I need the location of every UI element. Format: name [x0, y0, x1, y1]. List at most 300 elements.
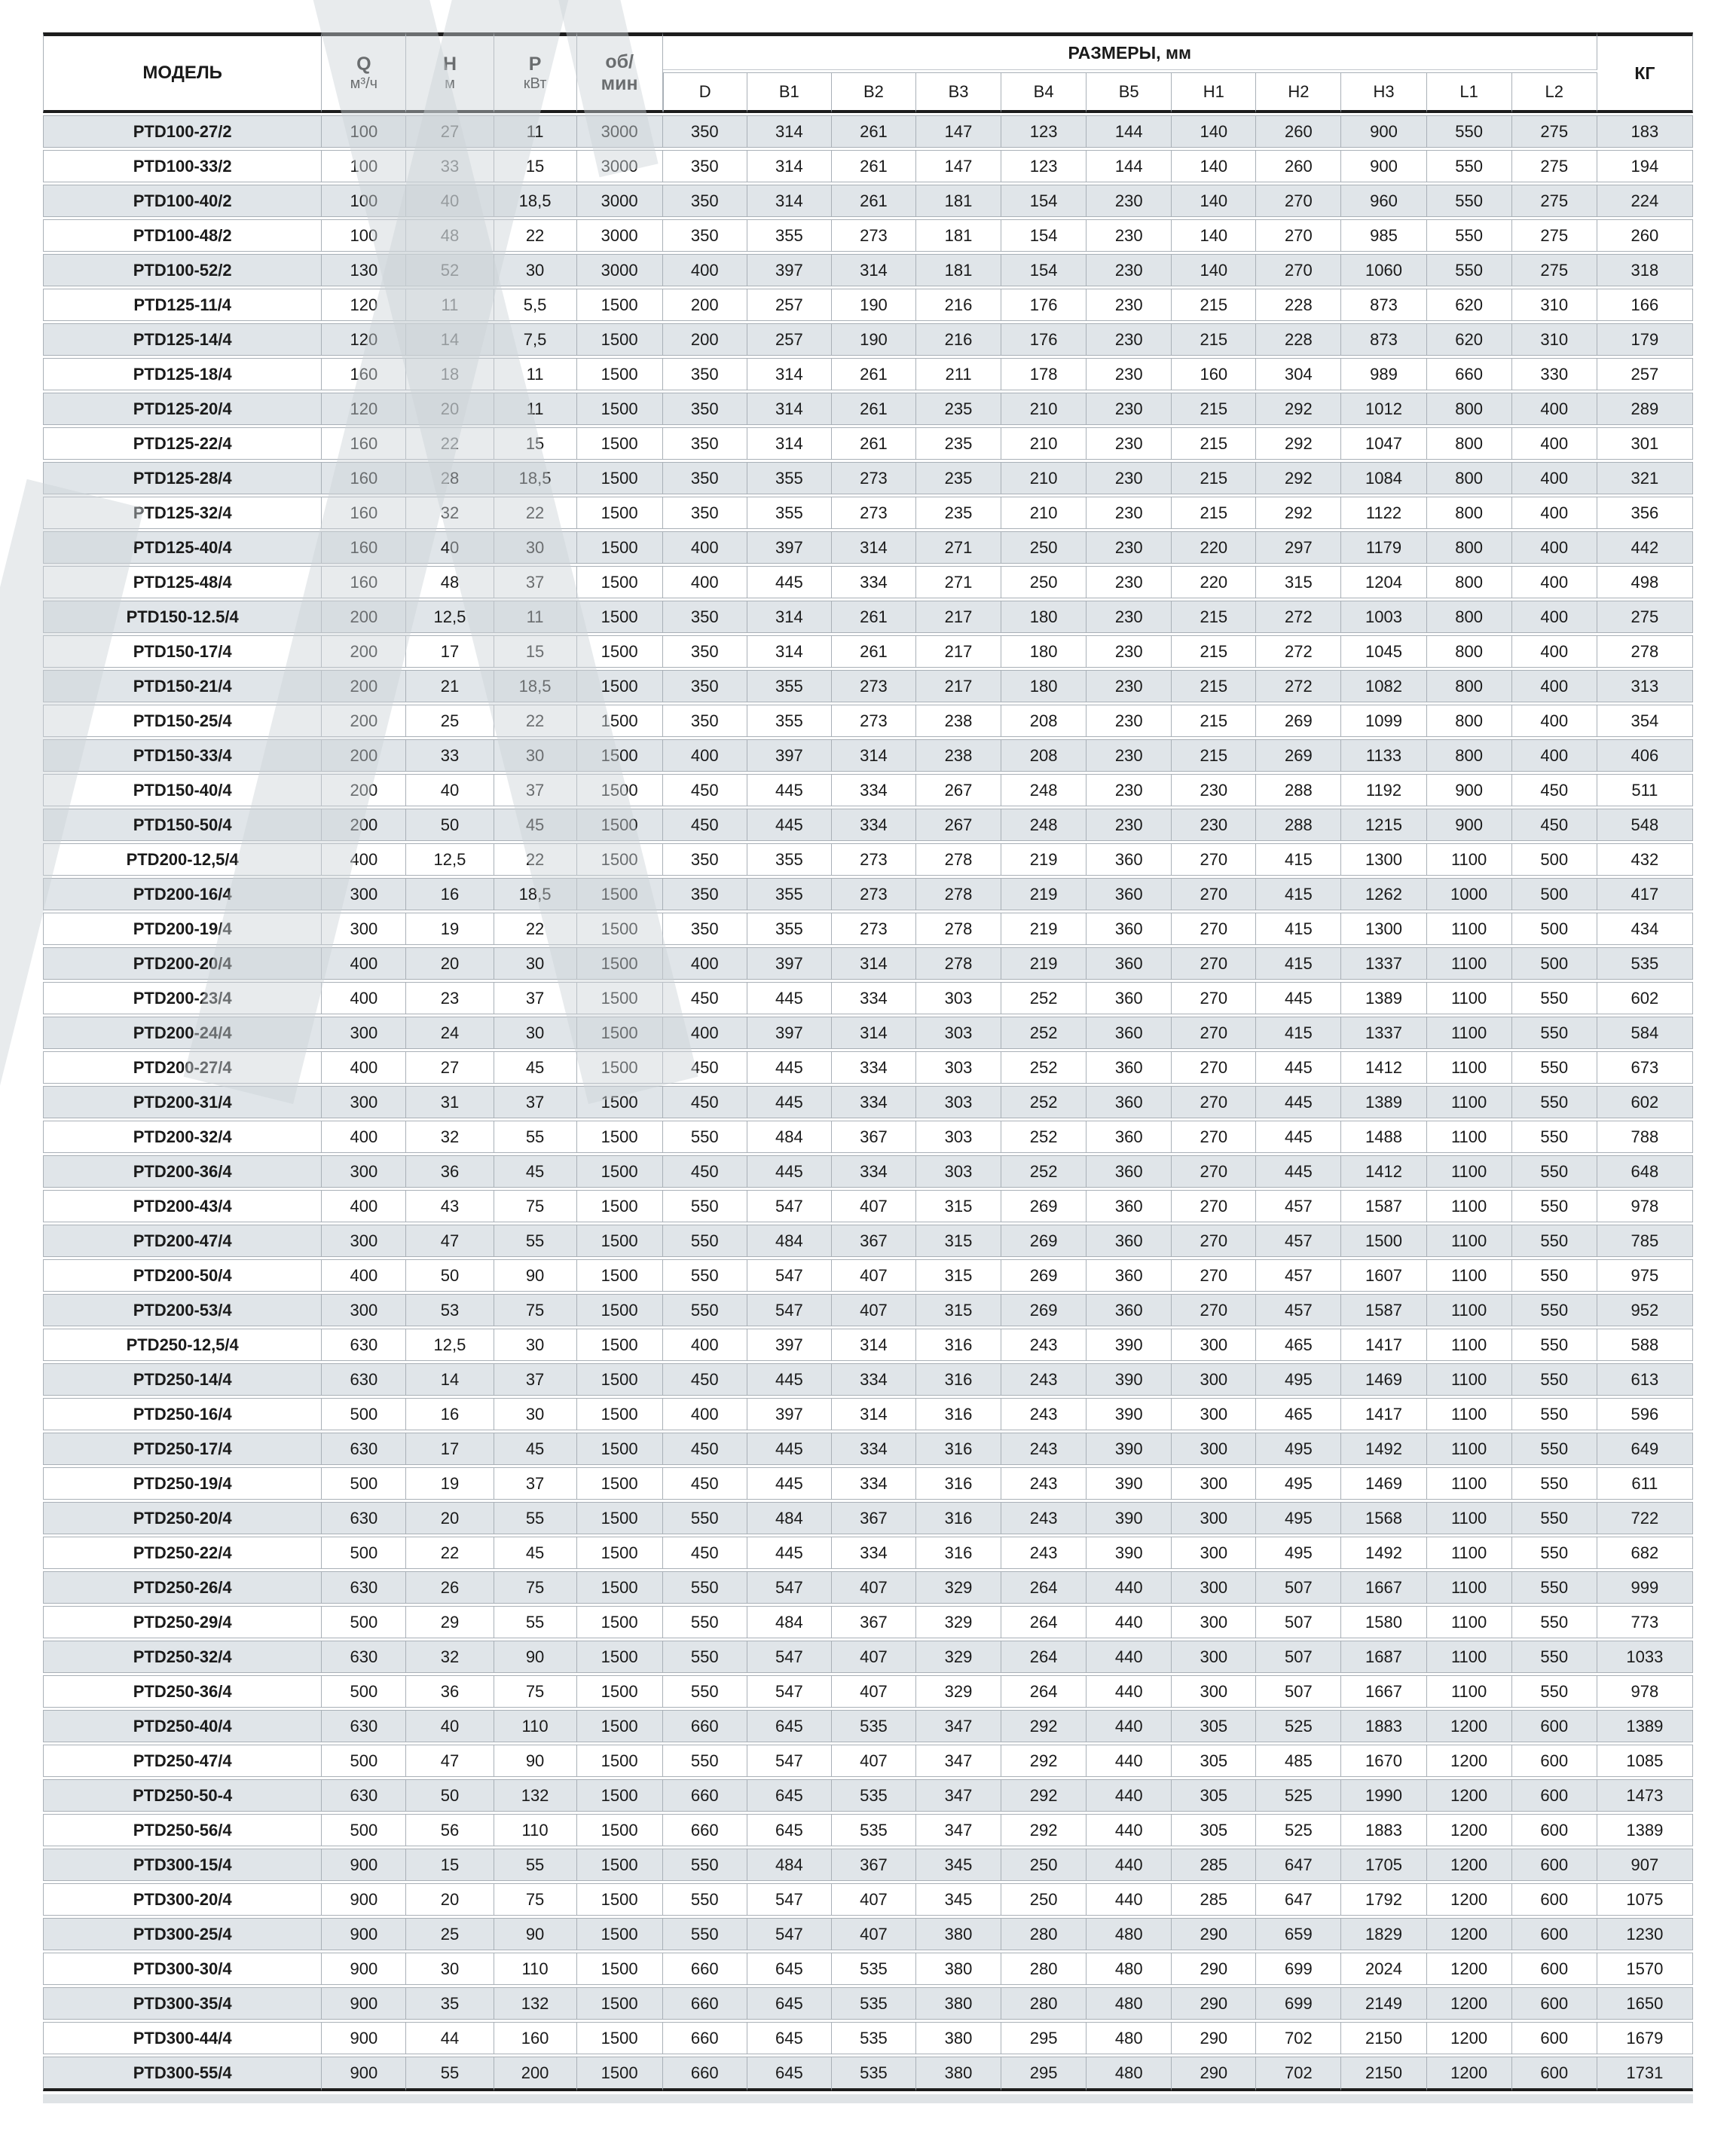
value-cell: 347 — [916, 1745, 1001, 1777]
value-cell: 457 — [1256, 1259, 1341, 1292]
value-cell: 1469 — [1341, 1467, 1426, 1500]
value-cell: 243 — [1001, 1502, 1087, 1534]
value-cell: 699 — [1256, 1987, 1341, 2020]
value-cell: 5,5 — [494, 289, 577, 321]
value-cell: 1500 — [577, 2057, 663, 2091]
value-cell: 500 — [1512, 913, 1597, 945]
value-cell: 288 — [1256, 774, 1341, 806]
value-cell: 397 — [747, 1329, 832, 1361]
value-cell: 243 — [1001, 1537, 1087, 1569]
value-cell: 602 — [1597, 982, 1693, 1014]
value-cell: 1200 — [1427, 1849, 1512, 1881]
table-row — [43, 1953, 1693, 1985]
value-cell: 314 — [832, 531, 916, 564]
value-cell: 800 — [1427, 531, 1512, 564]
value-cell: 1500 — [577, 601, 663, 633]
value-cell: 1100 — [1427, 1329, 1512, 1361]
value-cell: 270 — [1172, 947, 1256, 980]
value-cell: 1500 — [577, 1987, 663, 2020]
value-cell: 2150 — [1341, 2022, 1426, 2054]
value-cell: 434 — [1597, 913, 1693, 945]
value-cell: 550 — [1512, 1537, 1597, 1569]
value-cell: 200 — [322, 601, 406, 633]
value-cell: 45 — [494, 1051, 577, 1084]
value-cell: 450 — [663, 982, 747, 1014]
value-cell: 1500 — [577, 1190, 663, 1222]
value-cell: 334 — [832, 1086, 916, 1118]
value-cell: 1100 — [1427, 947, 1512, 980]
value-cell: 12,5 — [406, 1329, 494, 1361]
value-cell: 380 — [916, 1953, 1001, 1985]
value-cell: 230 — [1087, 427, 1172, 460]
value-cell: 1500 — [577, 427, 663, 460]
value-cell: 495 — [1256, 1363, 1341, 1396]
value-cell: 334 — [832, 566, 916, 598]
value-cell: 1100 — [1427, 1051, 1512, 1084]
value-cell: 314 — [747, 358, 832, 390]
value-cell: 445 — [747, 1086, 832, 1118]
model-cell: PTD200-36/4 — [43, 1155, 322, 1188]
value-cell: 1500 — [577, 566, 663, 598]
value-cell: 329 — [916, 1675, 1001, 1708]
value-cell: 290 — [1172, 2057, 1256, 2091]
value-cell: 1500 — [577, 878, 663, 910]
value-cell: 200 — [322, 774, 406, 806]
table-row — [43, 843, 1693, 876]
value-cell: 285 — [1172, 1883, 1256, 1916]
value-cell: 45 — [494, 1537, 577, 1569]
value-cell: 270 — [1172, 1225, 1256, 1257]
model-cell: PTD200-47/4 — [43, 1225, 322, 1257]
value-cell: 1705 — [1341, 1849, 1426, 1881]
value-cell: 484 — [747, 1606, 832, 1638]
q-unit: м³/ч — [350, 75, 378, 92]
value-cell: 432 — [1597, 843, 1693, 876]
value-cell: 305 — [1172, 1779, 1256, 1812]
value-cell: 270 — [1172, 982, 1256, 1014]
value-cell: 243 — [1001, 1467, 1087, 1500]
value-cell: 17 — [406, 1433, 494, 1465]
value-cell: 702 — [1256, 2022, 1341, 2054]
value-cell: 1085 — [1597, 1745, 1693, 1777]
value-cell: 25 — [406, 705, 494, 737]
model-cell: PTD250-17/4 — [43, 1433, 322, 1465]
table-row — [43, 1606, 1693, 1638]
value-cell: 1500 — [577, 1606, 663, 1638]
value-cell: 18,5 — [494, 185, 577, 217]
table-row — [43, 1918, 1693, 1950]
value-cell: 314 — [832, 1398, 916, 1430]
model-cell: PTD300-30/4 — [43, 1953, 322, 1985]
table-row — [43, 1086, 1693, 1118]
value-cell: 35 — [406, 1987, 494, 2020]
value-cell: 507 — [1256, 1606, 1341, 1638]
value-cell: 1100 — [1427, 1606, 1512, 1638]
table-row — [43, 809, 1693, 841]
value-cell: 32 — [406, 1641, 494, 1673]
table-row — [43, 531, 1693, 564]
value-cell: 500 — [322, 1745, 406, 1777]
value-cell: 1417 — [1341, 1398, 1426, 1430]
value-cell: 43 — [406, 1190, 494, 1222]
value-cell: 47 — [406, 1745, 494, 1777]
value-cell: 310 — [1512, 289, 1597, 321]
value-cell: 400 — [663, 947, 747, 980]
value-cell: 397 — [747, 1017, 832, 1049]
value-cell: 269 — [1001, 1190, 1087, 1222]
value-cell: 397 — [747, 531, 832, 564]
value-cell: 200 — [494, 2057, 577, 2091]
table-row — [43, 1225, 1693, 1257]
value-cell: 985 — [1341, 219, 1426, 252]
value-cell: 3000 — [577, 219, 663, 252]
value-cell: 660 — [663, 1814, 747, 1846]
value-cell: 217 — [916, 635, 1001, 668]
value-cell: 645 — [747, 1814, 832, 1846]
value-cell: 132 — [494, 1987, 577, 2020]
value-cell: 123 — [1001, 150, 1087, 182]
col-header-p — [494, 32, 577, 113]
value-cell: 407 — [832, 1571, 916, 1604]
value-cell: 270 — [1172, 843, 1256, 876]
value-cell: 360 — [1087, 1225, 1172, 1257]
value-cell: 800 — [1427, 427, 1512, 460]
value-cell: 160 — [322, 531, 406, 564]
value-cell: 261 — [832, 115, 916, 148]
value-cell: 314 — [747, 601, 832, 633]
value-cell: 194 — [1597, 150, 1693, 182]
model-cell: PTD125-40/4 — [43, 531, 322, 564]
value-cell: 547 — [747, 1294, 832, 1326]
value-cell: 400 — [663, 254, 747, 286]
value-cell: 550 — [1512, 1225, 1597, 1257]
value-cell: 1200 — [1427, 1953, 1512, 1985]
table-row — [43, 1779, 1693, 1812]
table-row — [43, 497, 1693, 529]
value-cell: 1100 — [1427, 1467, 1512, 1500]
value-cell: 1179 — [1341, 531, 1426, 564]
value-cell: 400 — [1512, 393, 1597, 425]
model-cell: PTD300-55/4 — [43, 2057, 322, 2091]
value-cell: 1100 — [1427, 982, 1512, 1014]
value-cell: 390 — [1087, 1467, 1172, 1500]
value-cell: 1500 — [577, 497, 663, 529]
model-cell: PTD150-25/4 — [43, 705, 322, 737]
value-cell: 90 — [494, 1918, 577, 1950]
value-cell: 292 — [1256, 497, 1341, 529]
value-cell: 230 — [1087, 739, 1172, 772]
value-cell: 248 — [1001, 809, 1087, 841]
value-cell: 75 — [494, 1190, 577, 1222]
value-cell: 417 — [1597, 878, 1693, 910]
value-cell: 12,5 — [406, 601, 494, 633]
value-cell: 350 — [663, 150, 747, 182]
value-cell: 1045 — [1341, 635, 1426, 668]
value-cell: 1500 — [577, 1017, 663, 1049]
value-cell: 220 — [1172, 566, 1256, 598]
value-cell: 37 — [494, 566, 577, 598]
value-cell: 230 — [1087, 531, 1172, 564]
value-cell: 147 — [916, 115, 1001, 148]
value-cell: 25 — [406, 1918, 494, 1950]
value-cell: 100 — [322, 185, 406, 217]
value-cell: 44 — [406, 2022, 494, 2054]
value-cell: 390 — [1087, 1363, 1172, 1396]
value-cell: 547 — [747, 1190, 832, 1222]
value-cell: 400 — [663, 1329, 747, 1361]
value-cell: 215 — [1172, 289, 1256, 321]
value-cell: 20 — [406, 1502, 494, 1534]
model-cell: PTD125-48/4 — [43, 566, 322, 598]
value-cell: 1003 — [1341, 601, 1426, 633]
value-cell: 1082 — [1341, 670, 1426, 702]
value-cell: 300 — [322, 1086, 406, 1118]
value-cell: 56 — [406, 1814, 494, 1846]
value-cell: 290 — [1172, 1987, 1256, 2020]
table-row — [43, 462, 1693, 494]
value-cell: 1204 — [1341, 566, 1426, 598]
value-cell: 630 — [322, 1363, 406, 1396]
value-cell: 550 — [1512, 1571, 1597, 1604]
value-cell: 450 — [663, 1086, 747, 1118]
value-cell: 11 — [494, 358, 577, 390]
value-cell: 525 — [1256, 1779, 1341, 1812]
value-cell: 450 — [663, 774, 747, 806]
value-cell: 400 — [663, 566, 747, 598]
value-cell: 400 — [1512, 601, 1597, 633]
value-cell: 140 — [1172, 254, 1256, 286]
value-cell: 243 — [1001, 1398, 1087, 1430]
value-cell: 355 — [747, 913, 832, 945]
table-row — [43, 1571, 1693, 1604]
value-cell: 215 — [1172, 427, 1256, 460]
value-cell: 18,5 — [494, 670, 577, 702]
value-cell: 613 — [1597, 1363, 1693, 1396]
value-cell: 16 — [406, 878, 494, 910]
value-cell: 200 — [322, 809, 406, 841]
value-cell: 270 — [1172, 1121, 1256, 1153]
value-cell: 1100 — [1427, 1641, 1512, 1673]
value-cell: 1500 — [577, 1259, 663, 1292]
value-cell: 316 — [916, 1537, 1001, 1569]
value-cell: 1047 — [1341, 427, 1426, 460]
value-cell: 367 — [832, 1502, 916, 1534]
value-cell: 550 — [1427, 150, 1512, 182]
value-cell: 1500 — [577, 1467, 663, 1500]
value-cell: 550 — [1512, 1294, 1597, 1326]
value-cell: 270 — [1256, 185, 1341, 217]
value-cell: 400 — [663, 1398, 747, 1430]
value-cell: 360 — [1087, 913, 1172, 945]
table-row — [43, 1987, 1693, 2020]
value-cell: 1492 — [1341, 1433, 1426, 1465]
value-cell: 1500 — [577, 1294, 663, 1326]
value-cell: 261 — [832, 601, 916, 633]
value-cell: 292 — [1001, 1710, 1087, 1742]
value-cell: 50 — [406, 1259, 494, 1292]
value-cell: 285 — [1172, 1849, 1256, 1881]
value-cell: 75 — [494, 1883, 577, 1916]
value-cell: 450 — [663, 1155, 747, 1188]
value-cell: 230 — [1087, 601, 1172, 633]
value-cell: 31 — [406, 1086, 494, 1118]
value-cell: 100 — [322, 115, 406, 148]
value-cell: 415 — [1256, 1017, 1341, 1049]
value-cell: 900 — [322, 1918, 406, 1950]
value-cell: 20 — [406, 393, 494, 425]
p-label: Р — [528, 54, 542, 75]
value-cell: 400 — [322, 1051, 406, 1084]
value-cell: 390 — [1087, 1537, 1172, 1569]
value-cell: 40 — [406, 531, 494, 564]
col-header-q — [322, 32, 406, 113]
value-cell: 450 — [663, 1537, 747, 1569]
value-cell: 345 — [916, 1849, 1001, 1881]
value-cell: 1000 — [1427, 878, 1512, 910]
value-cell: 645 — [747, 1779, 832, 1812]
value-cell: 250 — [1001, 531, 1087, 564]
value-cell: 445 — [747, 774, 832, 806]
value-cell: 1200 — [1427, 1883, 1512, 1916]
value-cell: 407 — [832, 1675, 916, 1708]
value-cell: 55 — [494, 1849, 577, 1881]
value-cell: 23 — [406, 982, 494, 1014]
value-cell: 334 — [832, 1433, 916, 1465]
value-cell: 550 — [1512, 1155, 1597, 1188]
value-cell: 252 — [1001, 1155, 1087, 1188]
value-cell: 270 — [1256, 219, 1341, 252]
value-cell: 160 — [494, 2022, 577, 2054]
value-cell: 360 — [1087, 1294, 1172, 1326]
value-cell: 334 — [832, 982, 916, 1014]
value-cell: 215 — [1172, 323, 1256, 356]
value-cell: 24 — [406, 1017, 494, 1049]
value-cell: 800 — [1427, 497, 1512, 529]
table-row — [43, 635, 1693, 668]
value-cell: 260 — [1256, 115, 1341, 148]
model-cell: PTD125-20/4 — [43, 393, 322, 425]
value-cell: 280 — [1001, 1918, 1087, 1950]
model-cell: PTD100-48/2 — [43, 219, 322, 252]
table-row — [43, 601, 1693, 633]
value-cell: 1500 — [577, 393, 663, 425]
value-cell: 314 — [747, 635, 832, 668]
value-cell: 235 — [916, 462, 1001, 494]
value-cell: 238 — [916, 705, 1001, 737]
value-cell: 440 — [1087, 1606, 1172, 1638]
value-cell: 316 — [916, 1329, 1001, 1361]
value-cell: 989 — [1341, 358, 1426, 390]
value-cell: 1568 — [1341, 1502, 1426, 1534]
value-cell: 400 — [1512, 705, 1597, 737]
value-cell: 1100 — [1427, 1155, 1512, 1188]
table-row — [43, 705, 1693, 737]
value-cell: 588 — [1597, 1329, 1693, 1361]
value-cell: 480 — [1087, 2057, 1172, 2091]
value-cell: 22 — [494, 219, 577, 252]
value-cell: 397 — [747, 254, 832, 286]
value-cell: 550 — [663, 1571, 747, 1604]
value-cell: 400 — [322, 947, 406, 980]
value-cell: 28 — [406, 462, 494, 494]
col-header-b1: B1 — [747, 72, 832, 113]
value-cell: 495 — [1256, 1433, 1341, 1465]
value-cell: 316 — [916, 1502, 1001, 1534]
value-cell: 397 — [747, 947, 832, 980]
value-cell: 600 — [1512, 1987, 1597, 2020]
value-cell: 390 — [1087, 1398, 1172, 1430]
value-cell: 1883 — [1341, 1710, 1426, 1742]
value-cell: 270 — [1172, 1294, 1256, 1326]
value-cell: 278 — [916, 947, 1001, 980]
value-cell: 630 — [322, 1571, 406, 1604]
value-cell: 440 — [1087, 1814, 1172, 1846]
value-cell: 270 — [1256, 254, 1341, 286]
value-cell: 230 — [1087, 462, 1172, 494]
value-cell: 261 — [832, 635, 916, 668]
value-cell: 230 — [1087, 185, 1172, 217]
value-cell: 200 — [322, 705, 406, 737]
value-cell: 297 — [1256, 531, 1341, 564]
value-cell: 300 — [322, 878, 406, 910]
value-cell: 230 — [1087, 774, 1172, 806]
value-cell: 500 — [1512, 843, 1597, 876]
value-cell: 261 — [832, 150, 916, 182]
value-cell: 1133 — [1341, 739, 1426, 772]
header-row-main — [43, 32, 1693, 70]
value-cell: 301 — [1597, 427, 1693, 460]
value-cell: 1500 — [577, 1571, 663, 1604]
value-cell: 230 — [1087, 323, 1172, 356]
value-cell: 550 — [663, 1225, 747, 1257]
value-cell: 350 — [663, 843, 747, 876]
value-cell: 440 — [1087, 1641, 1172, 1673]
value-cell: 315 — [916, 1190, 1001, 1222]
value-cell: 900 — [322, 1987, 406, 2020]
value-cell: 219 — [1001, 878, 1087, 910]
value-cell: 303 — [916, 1017, 1001, 1049]
value-cell: 1500 — [577, 1433, 663, 1465]
value-cell: 1262 — [1341, 878, 1426, 910]
value-cell: 645 — [747, 1953, 832, 1985]
value-cell: 1500 — [577, 739, 663, 772]
value-cell: 120 — [322, 289, 406, 321]
model-cell: PTD300-25/4 — [43, 1918, 322, 1950]
value-cell: 457 — [1256, 1225, 1341, 1257]
value-cell: 29 — [406, 1606, 494, 1638]
value-cell: 273 — [832, 843, 916, 876]
value-cell: 278 — [916, 878, 1001, 910]
value-cell: 445 — [747, 1537, 832, 1569]
value-cell: 800 — [1427, 739, 1512, 772]
value-cell: 907 — [1597, 1849, 1693, 1881]
value-cell: 550 — [1512, 1329, 1597, 1361]
value-cell: 300 — [322, 1225, 406, 1257]
value-cell: 2150 — [1341, 2057, 1426, 2091]
value-cell: 550 — [1427, 219, 1512, 252]
value-cell: 350 — [663, 670, 747, 702]
value-cell: 75 — [494, 1675, 577, 1708]
table-row — [43, 254, 1693, 286]
value-cell: 3000 — [577, 254, 663, 286]
value-cell: 303 — [916, 1121, 1001, 1153]
value-cell: 100 — [322, 150, 406, 182]
value-cell: 217 — [916, 670, 1001, 702]
value-cell: 329 — [916, 1641, 1001, 1673]
value-cell: 495 — [1256, 1467, 1341, 1500]
value-cell: 360 — [1087, 982, 1172, 1014]
value-cell: 160 — [1172, 358, 1256, 390]
